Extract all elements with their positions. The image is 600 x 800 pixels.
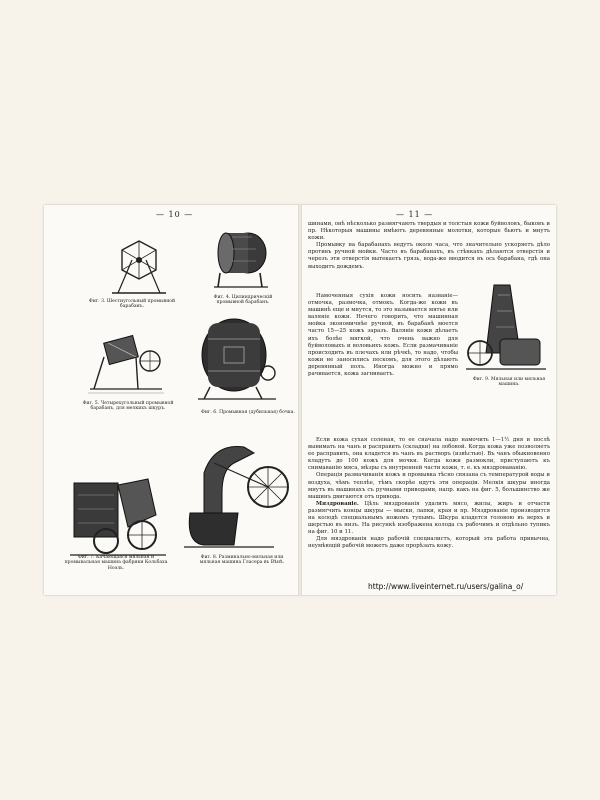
book-spread [44,205,556,595]
fig4-cylindrical-drum-illustration [212,229,272,291]
page-number-right: — 11 — [396,210,434,219]
paragraph: шинами, онѣ нѣсколько размягчають твердыя и толстыя кожи буйволовъ, быковъ и пр. Нѣкоторыя машины имѣютъ деревянные молотки, которые бьютъ и мнутъ кожи. [308,221,550,242]
caption-fig7: Фиг. 7. Качающаяся мяльная и промывальная машина фабрики Кольбаха Ноэль. [64,555,168,571]
paragraph: Намоченныя сухія кожи носить названіе—отмочка, размочка, отмокъ. Когда-же кожи въ машинѣ еще и мнутся, то это называется мятье или валяніе кожи. Нечего говорить, что машинная мойка экономичнѣе ручной, въ барабанѣ моется часто 15—25 кожъ заразъ. Валяніе кожи дѣлаетъ ихъ болѣе мягкой, что очень важно для буйволовыхъ и воловьихъ кожъ. Если размачиваніе происходить въ плечахъ или рѣчкѣ, то надо, чтобы кожи не заносились пескомъ, для этого дѣлаютъ деревянный полъ. Иногда можно и прямо рачивается, кожа загниваетъ. [308,293,458,378]
fig8-glaser-machine-illustration [174,433,290,553]
fig7-rocking-washing-machine-illustration [68,475,168,559]
paragraph [308,501,550,536]
mezdrovanie-text: Цѣль мяздрованія удалить мясо, жилы, жиръ и отчасти размягчить концы шкуры — мыски, лапки, края и пр. Мяздрованіе производится на колодѣ специальнымъ ножомъ тупымъ. Шкура кладется головою въ верхъ и шерстью въ низъ. На рисункѣ изображена колода съ рабочимъ и отдѣльно тупикъ на фиг. 10 и 11. [308,500,550,536]
watermark-url: http://www.liveinternet.ru/users/galina_o/ [368,582,524,591]
paragraph: Если кожа сухая соленая, то ее сначала надо намочить 1—1½ дня и послѣ вынимать на чанъ и расправить (складки) на лобовой. Когда кожа уже позволяетъ ее расправить, она кладется въ чанъ въ растворъ (извѣстью). Въ чанъ обыкновенно кладутъ до 100 кожъ для мочки. Когда кожи размокли, приступаютъ къ снимаванію мяса, мѣзры съ внутренней части кожи, т. е. къ мяздроваванію. [308,437,550,472]
fig6-washing-barrel-illustration [194,311,280,403]
paragraph: Промывку на барабанахъ ведутъ около часа, что значительно ускоряетъ дѣло противъ ручной мойки. Часто въ барабанахъ, въ стѣнкахъ дѣлаются отверстія и черезъ эти отверстія вытекаетъ грязь, вода-же вводится въ ось барабана, гдѣ она выходитъ дождемъ. [308,242,550,270]
paragraph: Операція размачиванія кожъ и промывка тѣсно связана съ температурой воды и воздуха, чѣмъ теплѣе, тѣмъ скорѣе идутъ эти операціи. Мелкія шкуры иногда мнутъ въ машинахъ съ ручными приводами, напр. какъ на фиг. 5, большинство же машинъ двигаются отъ привода. [308,472,550,500]
page-number-left: — 10 — [156,210,194,219]
caption-fig4: Фиг. 4. Цилиндрическій промывной барабанъ. [213,295,273,306]
left-page [44,205,300,595]
fig3-hexagonal-drum-illustration [104,235,174,299]
caption-fig9: Фиг. 9. Мяльная или мяльная машина. [472,377,546,388]
paragraph: Для мяздрованія надо рабочій специалистъ, который эта работа привычна, неумѣющій рабочій можетъ даже прорѣзать кожу. [308,536,550,550]
caption-fig8: Фиг. 8. Разминально-мяльная или мяльная машина Гласера въ Вѣнѣ. [199,555,285,566]
caption-fig6: Фиг. 6. Промывная (дубильная) бочка. [201,410,295,415]
mezdrovanie-heading: Мяздрованіе. [316,500,359,507]
caption-fig3: Фиг. 3. Шестиугольный промывной барабанъ. [88,299,176,310]
caption-fig5: Фиг. 5. Четырехугольный промывной барабанъ, для мелкихъ шкуръ. [82,401,174,412]
fig5-four-cornered-drum-illustration [84,329,168,397]
fig9-kneading-machine-illustration [464,279,548,375]
text-bottom [308,437,550,551]
text-top [308,221,550,271]
right-page [300,205,556,595]
text-left-column [308,293,458,378]
